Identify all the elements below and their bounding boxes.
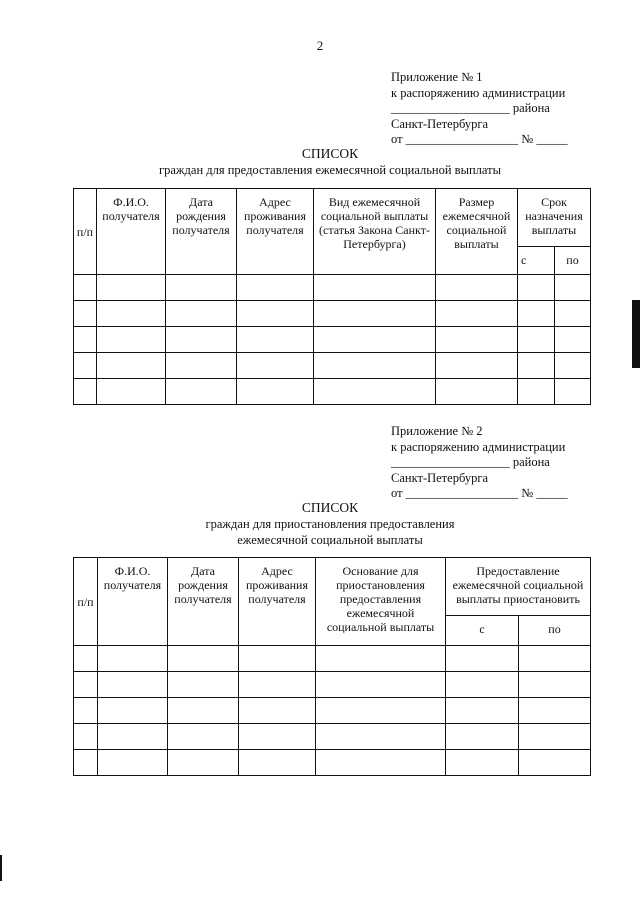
list-1-blank-row <box>74 379 591 405</box>
list-1-col-to: по <box>555 247 591 275</box>
list-1-subtitle: граждан для предоставления ежемесячной социальной выплаты <box>158 163 501 177</box>
list-2-blank-cell <box>98 724 168 750</box>
list-1-blank-cell <box>436 275 518 301</box>
list-2-blank-cell <box>446 672 519 698</box>
appendix-1-title: Приложение № 1 <box>391 70 483 84</box>
list-1-blank-cell <box>166 353 237 379</box>
list-2-col-birth: Дата рождения получателя <box>168 558 239 646</box>
list-1-blank-cell <box>436 353 518 379</box>
list-1-blank-cell <box>97 379 166 405</box>
list-1-blank-cell <box>436 327 518 353</box>
list-2-blank-cell <box>74 698 98 724</box>
list-1-blank-cell <box>74 275 97 301</box>
list-1-blank-cell <box>555 275 591 301</box>
list-2-blank-cell <box>98 646 168 672</box>
list-2-blank-row <box>74 750 591 776</box>
list-1-blank-cell <box>74 379 97 405</box>
appendix-1-city: Санкт-Петербурга <box>391 116 489 131</box>
list-2-blank-cell <box>239 672 316 698</box>
list-1-col-from: с <box>518 247 555 275</box>
list-1-blank-cell <box>436 379 518 405</box>
list-2-table <box>73 557 591 776</box>
list-2-blank-cell <box>74 750 98 776</box>
list-2-subtitle-line-2: ежемесячной социальной выплаты <box>237 533 423 547</box>
list-1-col-address: Адрес проживания получателя <box>237 189 314 275</box>
list-2-blank-cell <box>168 698 239 724</box>
list-1-blank-cell <box>555 301 591 327</box>
list-1-blank-cell <box>166 379 237 405</box>
list-2-blank-cell <box>74 646 98 672</box>
appendix-1-date-number: от __________________ № _____ <box>391 132 568 146</box>
list-2-col-from: с <box>446 616 519 646</box>
appendix-2-city: Санкт-Петербурга <box>391 470 489 485</box>
list-2-col-num: п/п <box>74 558 98 646</box>
list-1-blank-row <box>74 327 591 353</box>
appendix-2-order: к распоряжению администрации <box>391 439 566 454</box>
list-2-blank-cell <box>239 750 316 776</box>
list-1-blank-cell <box>555 327 591 353</box>
list-1-col-term: Срок назначения выплаты <box>518 189 591 247</box>
list-1-blank-cell <box>555 353 591 379</box>
list-1-blank-cell <box>237 353 314 379</box>
list-2-blank-cell <box>168 672 239 698</box>
list-2-col-to: по <box>519 616 591 646</box>
list-2-blank-cell <box>74 724 98 750</box>
list-1-heading <box>0 146 640 178</box>
list-1-blank-row <box>74 353 591 379</box>
list-1-blank-cell <box>166 327 237 353</box>
list-1-blank-cell <box>97 327 166 353</box>
list-1-blank-cell <box>436 301 518 327</box>
list-1-blank-cell <box>314 379 436 405</box>
list-2-blank-cell <box>446 750 519 776</box>
list-1-blank-cell <box>237 379 314 405</box>
list-2-blank-cell <box>239 724 316 750</box>
appendix-2-date-number: от __________________ № _____ <box>391 486 568 500</box>
list-1-title: СПИСОК <box>301 146 359 161</box>
list-1-blank-cell <box>97 353 166 379</box>
appendix-1-header <box>391 70 591 148</box>
list-2-blank-cell <box>316 698 446 724</box>
list-2-col-suspend: Предоставление ежемесячной социальной выплаты приостановить <box>446 558 591 616</box>
list-1-col-fio: Ф.И.О. получателя <box>97 189 166 275</box>
list-2-title: СПИСОК <box>301 500 359 515</box>
appendix-2-title: Приложение № 2 <box>391 424 483 438</box>
list-2-col-fio: Ф.И.О. получателя <box>98 558 168 646</box>
appendix-2-district: ___________________ района <box>391 455 550 469</box>
list-2-col-basis: Основание для приостановления предоставления ежемесячной социальной выплаты <box>316 558 446 646</box>
list-1-col-birth: Дата рождения получателя <box>166 189 237 275</box>
list-1-blank-cell <box>518 379 555 405</box>
list-1-blank-cell <box>237 327 314 353</box>
list-1-blank-cell <box>518 353 555 379</box>
list-2-subtitle-line-1: граждан для приостановления предоставления <box>205 517 455 531</box>
list-2-blank-cell <box>168 724 239 750</box>
list-1-blank-cell <box>518 275 555 301</box>
list-1-blank-cell <box>237 301 314 327</box>
list-2-blank-cell <box>519 646 591 672</box>
appendix-1-order: к распоряжению администрации <box>391 85 566 100</box>
list-1-blank-cell <box>237 275 314 301</box>
list-2-heading <box>0 500 640 548</box>
list-2-blank-row <box>74 698 591 724</box>
list-1-blank-row <box>74 275 591 301</box>
list-1-blank-cell <box>314 327 436 353</box>
list-1-col-type: Вид ежемесячной социальной выплаты (статья Закона Санкт-Петербурга) <box>314 189 436 275</box>
list-1-blank-cell <box>166 275 237 301</box>
list-2-col-address: Адрес проживания получателя <box>239 558 316 646</box>
list-1-blank-cell <box>74 327 97 353</box>
list-2-blank-cell <box>98 698 168 724</box>
list-2-blank-cell <box>316 750 446 776</box>
list-2-blank-row <box>74 646 591 672</box>
list-2-blank-cell <box>98 672 168 698</box>
list-1-table <box>73 188 591 405</box>
list-2-blank-cell <box>519 698 591 724</box>
appendix-2-header <box>391 424 591 502</box>
list-2-blank-cell <box>168 750 239 776</box>
list-2-blank-cell <box>316 646 446 672</box>
list-2-blank-row <box>74 672 591 698</box>
list-2-blank-cell <box>239 646 316 672</box>
list-1-blank-cell <box>166 301 237 327</box>
list-2-blank-cell <box>74 672 98 698</box>
list-1-blank-row <box>74 301 591 327</box>
list-1-blank-cell <box>74 353 97 379</box>
list-2-blank-cell <box>316 672 446 698</box>
list-1-blank-cell <box>518 301 555 327</box>
list-2-blank-cell <box>239 698 316 724</box>
list-1-blank-cell <box>518 327 555 353</box>
list-2-blank-row <box>74 724 591 750</box>
list-1-blank-cell <box>314 301 436 327</box>
list-1-col-size: Размер ежемесячной социальной выплаты <box>436 189 518 275</box>
list-2-blank-cell <box>98 750 168 776</box>
list-1-blank-cell <box>74 301 97 327</box>
scan-edge-mark <box>632 300 640 368</box>
list-1-blank-cell <box>97 301 166 327</box>
list-1-blank-cell <box>555 379 591 405</box>
list-1-blank-cell <box>314 353 436 379</box>
list-2-blank-cell <box>168 646 239 672</box>
list-1-col-num: п/п <box>74 189 97 275</box>
list-2-blank-cell <box>446 698 519 724</box>
list-1-blank-cell <box>314 275 436 301</box>
list-2-blank-cell <box>316 724 446 750</box>
list-2-blank-cell <box>519 724 591 750</box>
list-2-blank-cell <box>446 724 519 750</box>
list-2-blank-cell <box>446 646 519 672</box>
page-number: 2 <box>316 38 324 53</box>
list-2-blank-cell <box>519 672 591 698</box>
list-1-blank-cell <box>97 275 166 301</box>
list-2-blank-cell <box>519 750 591 776</box>
scan-edge-mark-left <box>0 855 2 881</box>
appendix-1-district: ___________________ района <box>391 101 550 115</box>
